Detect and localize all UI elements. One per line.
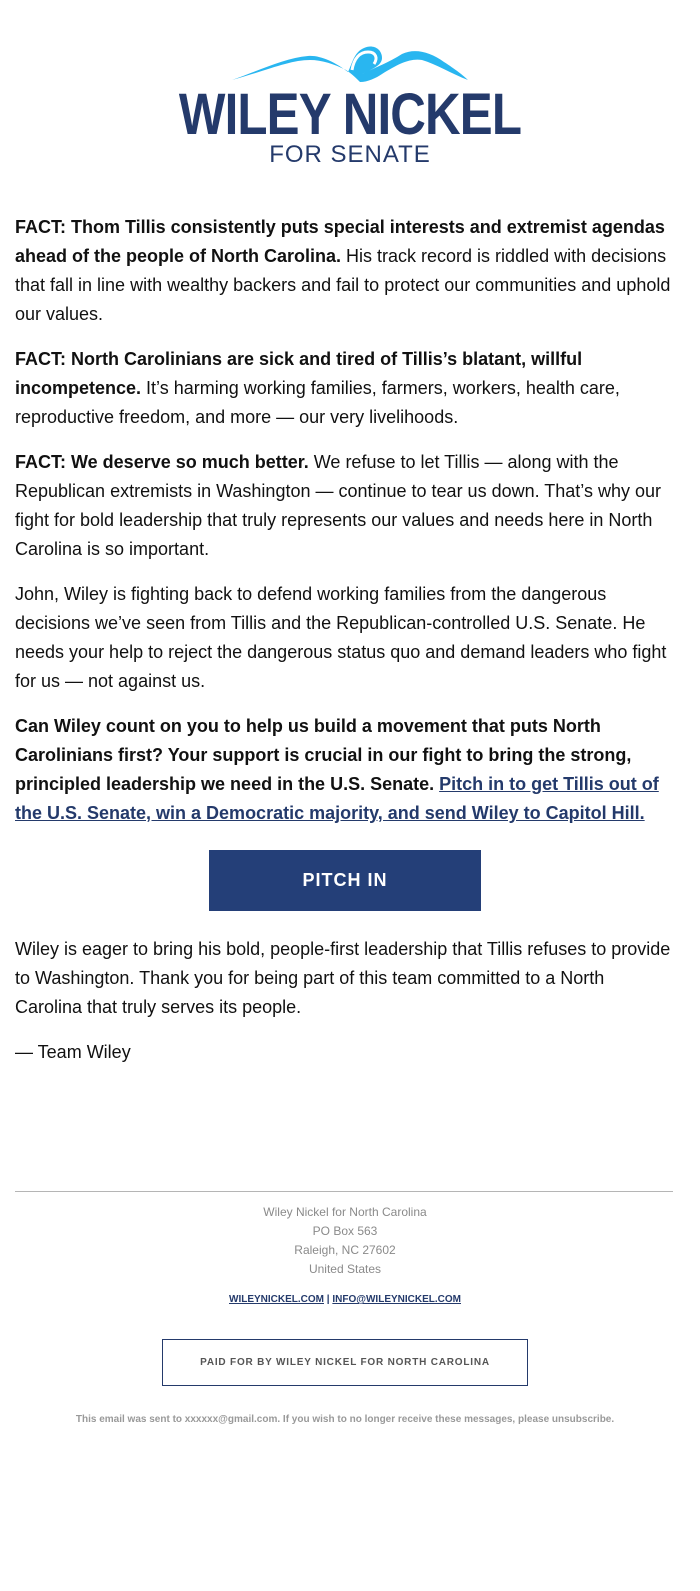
paragraph-ask: [15, 712, 675, 828]
paragraph-fact-2-text: It’s harming working families, farmers, workers, health care, reproductive freedom, and more — our very livelihoods.: [15, 378, 620, 427]
link-separator: |: [324, 1294, 333, 1305]
footer-city: Raleigh, NC 27602: [294, 1243, 396, 1257]
paragraph-fact-1-bold: FACT: Thom Tillis consistently puts special interests and extremist agendas ahead of the people of North Carolina.: [15, 217, 665, 266]
footer-po-box: PO Box 563: [312, 1224, 378, 1238]
footer-country: United States: [308, 1262, 382, 1276]
paragraph-fact-2: [15, 345, 675, 432]
email-link[interactable]: INFO@WILEYNICKEL.COM: [332, 1294, 461, 1305]
unsubscribe-text[interactable]: This email was sent to xxxxxx@gmail.com. If you wish to no longer receive these messages, please unsubscribe.: [75, 1414, 615, 1425]
cta-wrap: [15, 850, 675, 911]
paragraph-appeal: John, Wiley is fighting back to defend working families from the dangerous decisions we’ve seen from Tillis and the Republican-controlled U.S. Senate. He needs your help to reject the dangerous status quo and demand leaders who fight for us — not against us.: [15, 584, 667, 691]
paragraph-fact-1: [15, 213, 675, 329]
paid-for-disclaimer: PAID FOR BY WILEY NICKEL FOR NORTH CAROLINA: [162, 1339, 528, 1386]
logo-subtitle: FOR SENATE: [269, 141, 431, 168]
paragraph-ask-bold: Can Wiley count on you to help us build a movement that puts North Carolinians first? Your support is crucial in our fight to bring the strong, principled leadership we need in the U.S. Senate.: [15, 716, 632, 794]
footer-divider: [15, 1191, 673, 1192]
campaign-logo: [0, 40, 700, 168]
pitch-in-button[interactable]: PITCH IN: [209, 850, 481, 911]
paragraph-fact-3-text: We refuse to let Tillis — along with the Republican extremists in Washington — continue to tear us down. That’s why our fight for bold leadership that truly represents our values and needs here in North Carolina is so important.: [15, 452, 661, 559]
paragraph-fact-3: [15, 448, 675, 564]
footer-address: [0, 1203, 690, 1279]
email-body: [15, 213, 675, 1083]
paragraph-fact-1-text: His track record is riddled with decisions that fall in line with wealthy backers and fail to protect our communities and uphold our values.: [15, 246, 671, 324]
website-link[interactable]: WILEYNICKEL.COM: [229, 1294, 324, 1305]
paragraph-fact-2-bold: FACT: North Carolinians are sick and tired of Tillis’s blatant, willful incompetence.: [15, 349, 583, 398]
footer-links: [0, 1294, 690, 1305]
pitch-in-link[interactable]: Pitch in to get Tillis out of the U.S. Senate, win a Democratic majority, and send Wiley to Capitol Hill.: [15, 774, 659, 823]
paragraph-fact-3-bold: FACT: We deserve so much better.: [15, 452, 309, 472]
signoff: — Team Wiley: [15, 1042, 131, 1062]
footer-org: Wiley Nickel for North Carolina: [263, 1205, 427, 1219]
paragraph-closing: Wiley is eager to bring his bold, people-first leadership that Tillis refuses to provide to Washington. Thank you for being part of this team committed to a North Carolina that truly serves its people.: [15, 939, 671, 1017]
logo-name: WILEY NICKEL: [178, 82, 522, 147]
